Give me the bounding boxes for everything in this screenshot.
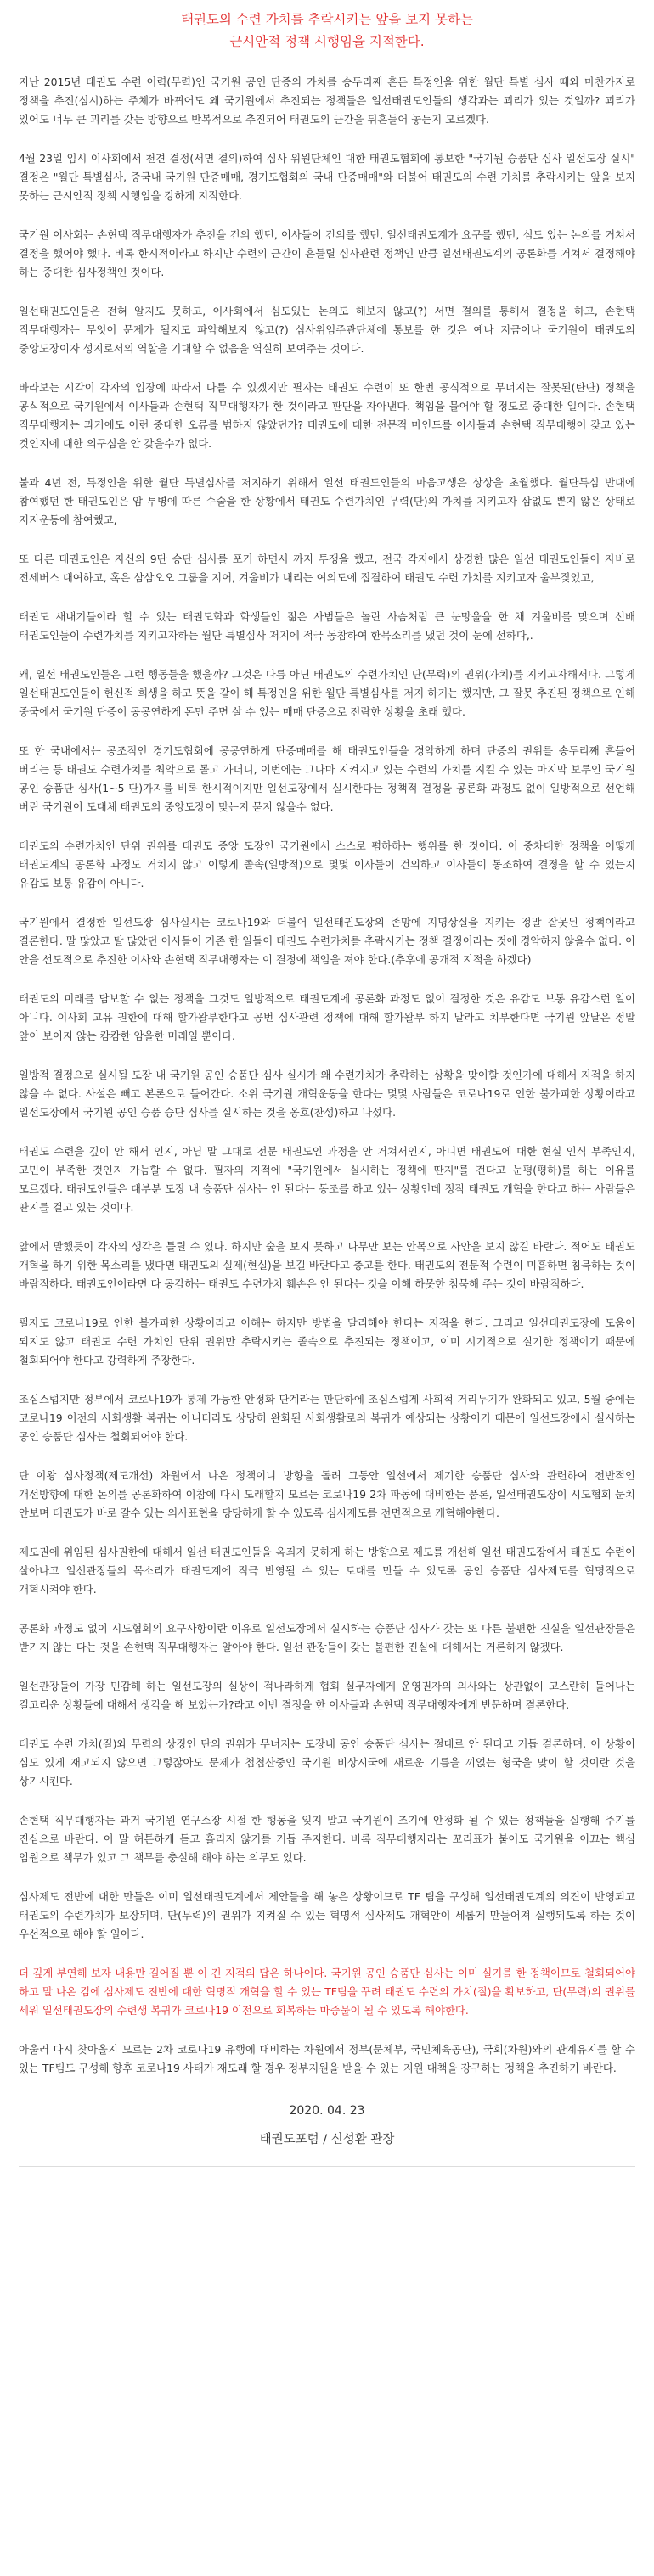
highlight-paragraph	[19, 1964, 635, 2020]
paragraph-4: 일선태권도인들은 전혀 알지도 못하고, 이사회에서 심도있는 논의도 해보지 않고(?) 서면 결의를 통해서 결정을 하고, 손현택 직무대행자는 무엇이 문제가 될지도 파악해보지 않고(?) 심사위임주관단체에 통보를 한 것은 예나 지금이나 국기원이 태권도의 중앙도장이자 성지로서의 역할을 기대할 수 없음을 역실히 보여주는 것이다.	[19, 305, 635, 355]
paragraph-14: 일방적 결정으로 실시될 도장 내 국기원 공인 승품단 심사 실시가 왜 수련가치가 추락하는 상황을 맞이할 것인가에 대해서 지적을 하지 않을 수 없다. 사설은 빼고 본론으로 들어간다. 소위 국기원 개혁운동을 한다는 몇몇 사람들은 코로나19로 인한 불가피한 상황이라고 일선도장에서 국기원 공인 승품 승단 심사를 실시하는 것을 옹호(찬성)하고 나섰다.	[19, 1069, 635, 1119]
paragraph-24: 손현택 직무대행자는 과거 국기원 연구소장 시절 한 행동을 잊지 말고 국기원이 조기에 안정화 될 수 있는 정책들을 실행해 주기를 진심으로 바란다. 이 말 허튼하게 듣고 흘리지 않기를 거듭 주지한다. 비록 직무대행자라는 꼬리표가 붙어도 국기원을 이끄는 핵심 임원으로 책무가 있고 그 책무를 충실해 해야 하는 의무도 있다.	[19, 1814, 635, 1864]
footer-divider	[19, 2166, 635, 2167]
paragraph-17: 필자도 코로나19로 인한 불가피한 상황이라고 이해는 하지만 방법을 달리해야 한다는 지적을 한다. 그리고 일선태권도장에 도움이 되지도 않고 태권도 수련 가치인 단위 권위만 추락시키는 졸속으로 추진되는 정책이고, 이미 시기적으로 실기한 정책이기 때문에 철회되어야 한다고 강력하게 주장한다.	[19, 1316, 635, 1367]
article-date: 2020. 04. 23	[289, 2104, 365, 2118]
paragraph-18: 조심스럽지만 정부에서 코로나19가 통제 가능한 안정화 단계라는 판단하에 조심스럽게 사회적 거리두기가 완화되고 있고, 5월 중에는 코로나19 이전의 사회생활 복귀는 아니더라도 상당히 완화된 사회생활로의 복귀가 예상되는 상황이기 때문에 일선도장에서 실시하는 공인 승품단 심사는 철회되어야 한다.	[19, 1393, 635, 1443]
highlight-part-1: 더 깊게 부연해 보자 내용만 길어질 뿐 이 긴 지적의 답은 하나이다.	[19, 1967, 331, 1979]
paragraph-2: 4월 23일 임시 이사회에서 천견 결정(서면 결의)하여 심사 위원단체인 대한 태권도협회에 통보한 "국기원 승품단 심사 일선도장 실시" 결정은 "월단 특별심사, 중국내 국기원 단증매매, 경기도협회의 국내 단증매매"와 더불어 태권도의 수련 가치를 추락시키는 앞을 보지 못하는 근시안적 정책 시행임을 강하게 지적한다.	[19, 152, 635, 202]
paragraph-21: 공론화 과정도 없이 시도협회의 요구사항이란 이유로 일선도장에서 실시하는 승품단 심사가 갖는 또 다른 불편한 진실을 일선관장들은 받기지 않는 다는 것을 손현택 직무대행자는 알아야 한다. 일선 관장들이 갖는 불편한 진실에 대해서는 거론하지 않겠다.	[19, 1622, 635, 1653]
final-paragraph: 아울러 다시 찾아올지 모르는 2차 코로나19 유행에 대비하는 차원에서 정부(문체부, 국민체육공단), 국회(차원)와의 관계유지를 할 수 있는 TF팀도 구성해 향후 코로나19 사태가 재도래 할 경우 정부지원을 받을 수 있는 지원 대책을 강구하는 정책을 추진하기 바란다.	[19, 2043, 635, 2074]
paragraph-23: 태권도 수련 가치(질)와 무력의 상징인 단의 권위가 무너지는 도장내 공인 승품단 심사는 절대로 안 된다고 거듭 결론하며, 이 상황이 심도 있게 재고되지 않으면 그렇잖아도 문제가 첩첩산중인 국기원 비상시국에 새로운 기름을 끼얹는 형국을 맞이 할 것이란 것을 상기시킨다.	[19, 1737, 635, 1787]
paragraph-22: 일선관장들이 가장 민감해 하는 일선도장의 실상이 적나라하게 협회 실무자에게 운영권자의 의사와는 상관없이 고스란히 들어나는 걸고리운 상황들에 대해서 생각을 해 보았는가?라고 이번 결정을 한 이사들과 손현택 직무대행자에게 반문하며 결론한다.	[19, 1680, 635, 1711]
article-body	[19, 73, 635, 2078]
paragraph-13: 태권도의 미래를 담보할 수 없는 정책을 그것도 일방적으로 태권도계에 공론화 과정도 없이 결정한 것은 유감도 보통 유감스런 일이 아니다. 이사회 고유 권한에 대해 할가왈부한다고 공번 심사관련 정책에 대해 할가왈부 하지 말라고 치부한다면 국기원 앞날은 정말 앞이 보이지 않는 캄캄한 암울한 미래일 뿐이다.	[19, 992, 635, 1042]
paragraph-25: 심사제도 전반에 대한 만들은 이미 일선태권도계에서 제안들을 해 놓은 상황이므로 TF 팀을 구성해 일선태권도계의 의견이 반영되고 태권도의 수련가치가 보장되며, 단(무력)의 권위가 지켜질 수 있는 혁명적 심사제도 개혁안이 세롭게 만들어져 실행되도록 하는 것이 우선적으로 해야 할 일이다.	[19, 1890, 635, 1940]
paragraph-5: 바라보는 시각이 각자의 입장에 따라서 다를 수 있겠지만 필자는 태권도 수련이 또 한번 공식적으로 무너지는 잘못된(탄단) 정책을 공식적으로 국기원에서 이사들과 손현택 직무대행자가 한 것이라고 판단을 자아낸다. 책임을 물어야 할 정도로 중대한 일이다. 손현택 직무대행자는 과거에도 이런 중대한 오류를 범하지 않았던가? 태권도에 대한 전문적 마인드를 이사들과 손현택 직무대행이 갖고 있는 것인지에 대한 의구심을 안 갖을수가 없다.	[19, 381, 635, 450]
highlight-part-2: 국기원 공인 승품단 심사는 이미 실기를 한 정책이므로 철회되어야 하고 말 나온 김에 심사제도 전반에 대한 혁명적 개혁을 할 수 있는 TF팀을 꾸려 태권도 수련의 가치(질)을 확보하고, 단(무력)의 권위를 세워 일선태권도장의 수련생 복귀가 코로나19 이전으로 회복하는 마중물이 될 수 있도록 해야한다.	[19, 1967, 635, 2017]
paragraph-15: 태권도 수련을 깊이 안 해서 인지, 아님 말 그대로 전문 태권도인 과정을 안 거쳐서인지, 아니면 태권도에 대한 현실 인식 부족인지, 고민이 부족한 것인지 가늠할 수 없다. 필자의 지적에 "국기원에서 실시하는 정책에 딴지"를 건다고 눈평(평하)를 하는 이유를 모르겠다. 태권도인들은 대부분 도장 내 승품단 심사는 안 된다는 동조를 하고 있는 상황인데 정작 태권도 개혁을 한다고 하는 사람들은 딴지를 걸고 있는 것이다.	[19, 1145, 635, 1214]
title-line-1: 태권도의 수련 가치를 추락시키는 앞을 보지 못하는	[181, 12, 473, 27]
paragraph-7: 또 다른 태권도인은 자신의 9단 승단 심사를 포기 하면서 까지 투쟁을 했고, 전국 각지에서 상경한 많은 일선 태권도인들이 자비로 전세버스 대여하고, 혹은 삼삼오오 그룹을 지어, 겨울비가 내리는 여의도에 집결하여 태권도 수련 가치를 지키고자 울부짖었고,	[19, 553, 635, 584]
paragraph-1: 지난 2015년 태권도 수련 이력(무력)인 국기원 공인 단증의 가치를 승두리째 흔든 특정인을 위한 월단 특별 심사 때와 마찬가지로 정책을 추진(심시)하는 주체가 바뀌어도 왜 국기원에서 추진되는 정책들은 일선태권도인들의 생각과는 괴리가 있는 것일까? 괴리가 있어도 너무 큰 괴리를 갖는 방향으로 반복적으로 추진되어 태권도의 근간을 뒤흔들어 놓는지 모르겠다.	[19, 76, 635, 126]
paragraph-8: 태권도 새내기들이라 할 수 있는 태권도학과 학생들인 젊은 사범들은 놀란 사슴처럼 큰 눈망울을 한 채 겨울비를 맞으며 선배 태권도인들이 수련가치를 지키고자하는 월단 특별심사 저지에 적극 동참하여 한목소리를 냈던 것이 눈에 선하다,.	[19, 610, 635, 642]
paragraph-10: 또 한 국내에서는 공조직인 경기도협회에 공공연하게 단증매매를 해 태권도인들을 경악하게 하며 단증의 권위를 송두리째 흔들어 버리는 등 태권도 수련가치를 최악으로 몰고 가더니, 이번에는 그나마 지켜지고 있는 수련의 가치를 지킬 수 있는 마지막 보루인 국기원 공인 승품단 심사(1~5 단)가지를 비록 한시적이지만 일선도장에서 실시한다는 정책적 결정을 공론화 과정도 없이 일방적으로 선언해 버린 국기원이 도대체 태권도의 중앙도장이 맞는지 묻지 않을수 없다.	[19, 744, 635, 813]
author-signature: 태권도포럼 / 신성환 관장	[259, 2133, 395, 2147]
paragraph-6: 불과 4년 전, 특정인을 위한 월단 특별심사를 저지하기 위해서 일선 태권도인들의 마음고생은 상상을 초월했다. 월단특심 반대에 참여했던 한 태권도인은 암 투병에 따른 수술을 한 상황에서 태권도 수련가치인 무력(단)의 가치를 지키고자 삼없도 뿐지 않은 상태로 저지운동에 참여했고,	[19, 476, 635, 526]
paragraph-9: 왜, 일선 태권도인들은 그런 행동들을 했을까? 그것은 다름 아닌 태권도의 수련가치인 단(무력)의 권위(가치)를 지키고자해서다. 그렇게 일선태권도인들이 헌신적 희생을 하고 뜻을 같이 해 특정인을 위한 월단 특별심사를 저지 하기는 했지만, 그 잘못 추진된 정책으로 인해 중국에서 국기원 단증이 공공연하게 돈만 주면 살 수 있는 매매 단증으로 전락한 상황을 초래 했다.	[19, 668, 635, 718]
paragraph-19: 단 이왕 심사정책(제도개선) 차원에서 나온 정책이니 방향을 돌려 그동안 일선에서 제기한 승품단 심사와 관련하여 전반적인 개선방향에 대한 논의를 공론화하여 이참에 다시 도래할지 모르는 코로나19 2차 파동에 대비한는 품론, 일선태권도장이 시도협회 눈치 안보며 태권도가 바로 갈수 있는 의사표현을 당당하게 할 수 있도록 심사제도를 전면적으로 개혁해야한다.	[19, 1469, 635, 1519]
paragraph-11: 태권도의 수련가치인 단위 권위를 태권도 중앙 도장인 국기원에서 스스로 폄하하는 행위를 한 것이다. 이 중차대한 정책을 어떻게 태권도계의 공론화 과정도 거치지 않고 이렇게 졸속(일방적)으로 몇몇 이사들이 건의하고 이사들이 동조하여 결정을 할 수 있는지 유감도 보통 유감이 아니다.	[19, 839, 635, 890]
article-title	[19, 0, 635, 53]
paragraph-12: 국기원에서 결정한 일선도장 심사실시는 코로나19와 더불어 일선태권도장의 존망에 지명상실을 지키는 정말 잘못된 정책이라고 결론한다. 말 많았고 탈 많았던 이사들이 기존 한 일들이 태권도 수련가치를 추락시키는 정책 결정이라는 것에 경악하지 않을수 없다. 이 안을 선도적으로 추진한 이사와 손현택 직무대행자는 이 결정에 책임을 져야 한다.(추후에 공개적 지적을 하겠다)	[19, 916, 635, 966]
paragraph-3: 국기원 이사회는 손현택 직무대행자가 추진을 건의 했던, 이사들이 건의를 했던, 일선태권도계가 요구를 했던, 심도 있는 논의를 거쳐서 결정을 했어야 했다. 비록 한시적이라고 하지만 수련의 근간이 흔들릴 심사관련 정책인 만큼 일선태권도계의 공론화를 거쳐서 결정해야 하는 중대한 심사정책인 것이다.	[19, 228, 635, 278]
paragraph-16: 앞에서 말했듯이 각자의 생각은 틀릴 수 있다. 하지만 숲을 보지 못하고 나무만 보는 안목으로 사안을 보지 않길 바란다. 적어도 태권도 개혁을 하기 위한 목소리를 냈다면 태권도의 실제(현실)을 보길 바란다고 충고를 한다. 태권도의 전문적 수련이 미흡하면 침묵하는 것이 바람직하다. 태권도인이라면 다 공감하는 태권도 수련가치 훼손은 안 된다는 것을 이해 하못한 침묵해 주는 것이 바람직하다.	[19, 1240, 635, 1290]
title-line-2: 근시안적 정책 시행임을 지적한다.	[229, 34, 425, 49]
paragraph-20: 제도권에 위임된 심사권한에 대해서 일선 태권도인들을 옥죄지 못하게 하는 방향으로 제도를 개선해 일선 태권도장에서 태권도 수련이 살아나고 일선관장들의 목소리가 태권도계에 적극 반영될 수 있는 토대를 만들 수 있도록 공인 승품단 심사제도를 혁명적으로 개혁시켜야 한다.	[19, 1546, 635, 1596]
